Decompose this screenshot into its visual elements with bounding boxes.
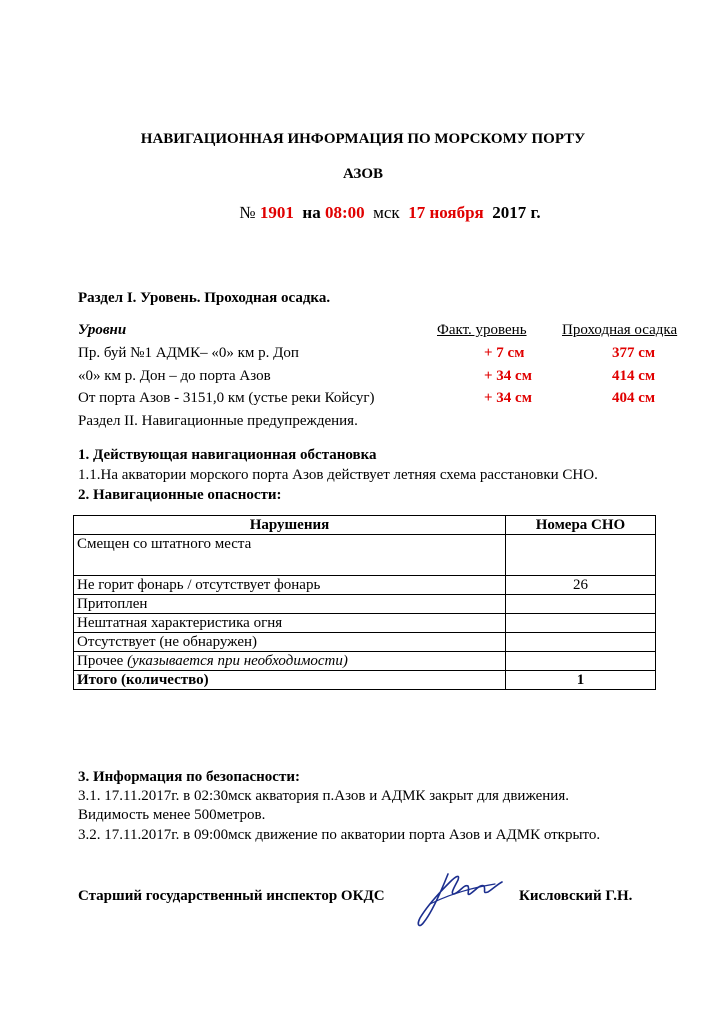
report-time: 08:00 (324, 203, 365, 222)
document-title: НАВИГАЦИОННАЯ ИНФОРМАЦИЯ ПО МОРСКОМУ ПОРТУ (140, 131, 586, 147)
violation-label: Не горит фонарь / отсутствует фонарь (74, 576, 506, 595)
number-prefix: № (239, 203, 256, 222)
fact-level-column-header: Факт. уровень (437, 322, 527, 338)
nav-dangers-title: 2. Навигационные опасности: (78, 487, 282, 503)
report-line (0, 203, 726, 223)
safety-info-line-1: 3.1. 17.11.2017г. в 02:30мск акватория п.Азов и АДМК закрыт для движения. (78, 788, 569, 804)
report-number: 1901 (259, 203, 294, 222)
level-row-3-name: От порта Азов - 3151,0 км (устье реки Койсуг) (78, 390, 375, 406)
table-row (74, 595, 656, 614)
section1-heading: Раздел I. Уровень. Проходная осадка. (78, 290, 331, 306)
table-row (74, 652, 656, 671)
signatory-name: Кисловский Г.Н. (519, 888, 633, 904)
level-row-1-draft: 377 см (612, 345, 656, 361)
level-row-2-draft: 414 см (612, 368, 656, 384)
level-row-2-fact: + 34 см (484, 368, 532, 384)
draft-column-header: Проходная осадка (562, 322, 678, 338)
table-total-row (74, 671, 656, 690)
safety-info-line-2: Видимость менее 500метров. (78, 807, 266, 823)
safety-info-line-3: 3.2. 17.11.2017г. в 09:00мск движение по акватории порта Азов и АДМК открыто. (78, 827, 601, 843)
table-row (74, 633, 656, 652)
level-row-3-draft: 404 см (612, 390, 656, 406)
total-label: Итого (количество) (74, 671, 506, 690)
violation-label: Притоплен (74, 595, 506, 614)
sno-number (505, 633, 655, 652)
report-year: 2017 г. (492, 203, 541, 222)
level-row-2-name: «0» км р. Дон – до порта Азов (78, 368, 271, 384)
document-subtitle: АЗОВ (342, 166, 384, 182)
sno-numbers-column-header: Номера СНО (505, 516, 655, 535)
other-label: Прочее (77, 653, 128, 669)
signatory-position: Старший государственный инспектор ОКДС (78, 888, 385, 904)
safety-info-title: 3. Информация по безопасности: (78, 769, 300, 785)
total-value: 1 (505, 671, 655, 690)
violations-column-header: Нарушения (74, 516, 506, 535)
handwritten-signature (410, 864, 510, 934)
other-label-note: (указывается при необходимости) (127, 653, 348, 669)
nav-situation-title: 1. Действующая навигационная обстановка (78, 447, 377, 463)
violation-label: Нештатная характеристика огня (74, 614, 506, 633)
sno-number (505, 614, 655, 633)
violation-label (74, 652, 506, 671)
report-date: 17 ноября (408, 203, 484, 222)
sno-number (505, 595, 655, 614)
level-row-1-name: Пр. буй №1 АДМК– «0» км р. Доп (78, 345, 299, 361)
table-row (74, 576, 656, 595)
level-row-1-fact: + 7 см (484, 345, 525, 361)
nav-situation-text: 1.1.На акватории морского порта Азов действует летняя схема расстановки СНО. (78, 467, 598, 483)
violation-label: Смещен со штатного места (74, 535, 506, 576)
sno-number: 26 (505, 576, 655, 595)
section2-heading: Раздел II. Навигационные предупреждения. (78, 413, 358, 429)
sno-number (505, 652, 655, 671)
table-row (74, 614, 656, 633)
violation-label: Отсутствует (не обнаружен) (74, 633, 506, 652)
report-tz: мск (373, 203, 400, 222)
levels-column-header: Уровни (78, 322, 127, 338)
violations-table (73, 515, 656, 690)
sno-number (505, 535, 655, 576)
table-header-row (74, 516, 656, 535)
report-at: на (302, 203, 321, 222)
table-row (74, 535, 656, 576)
level-row-3-fact: + 34 см (484, 390, 532, 406)
